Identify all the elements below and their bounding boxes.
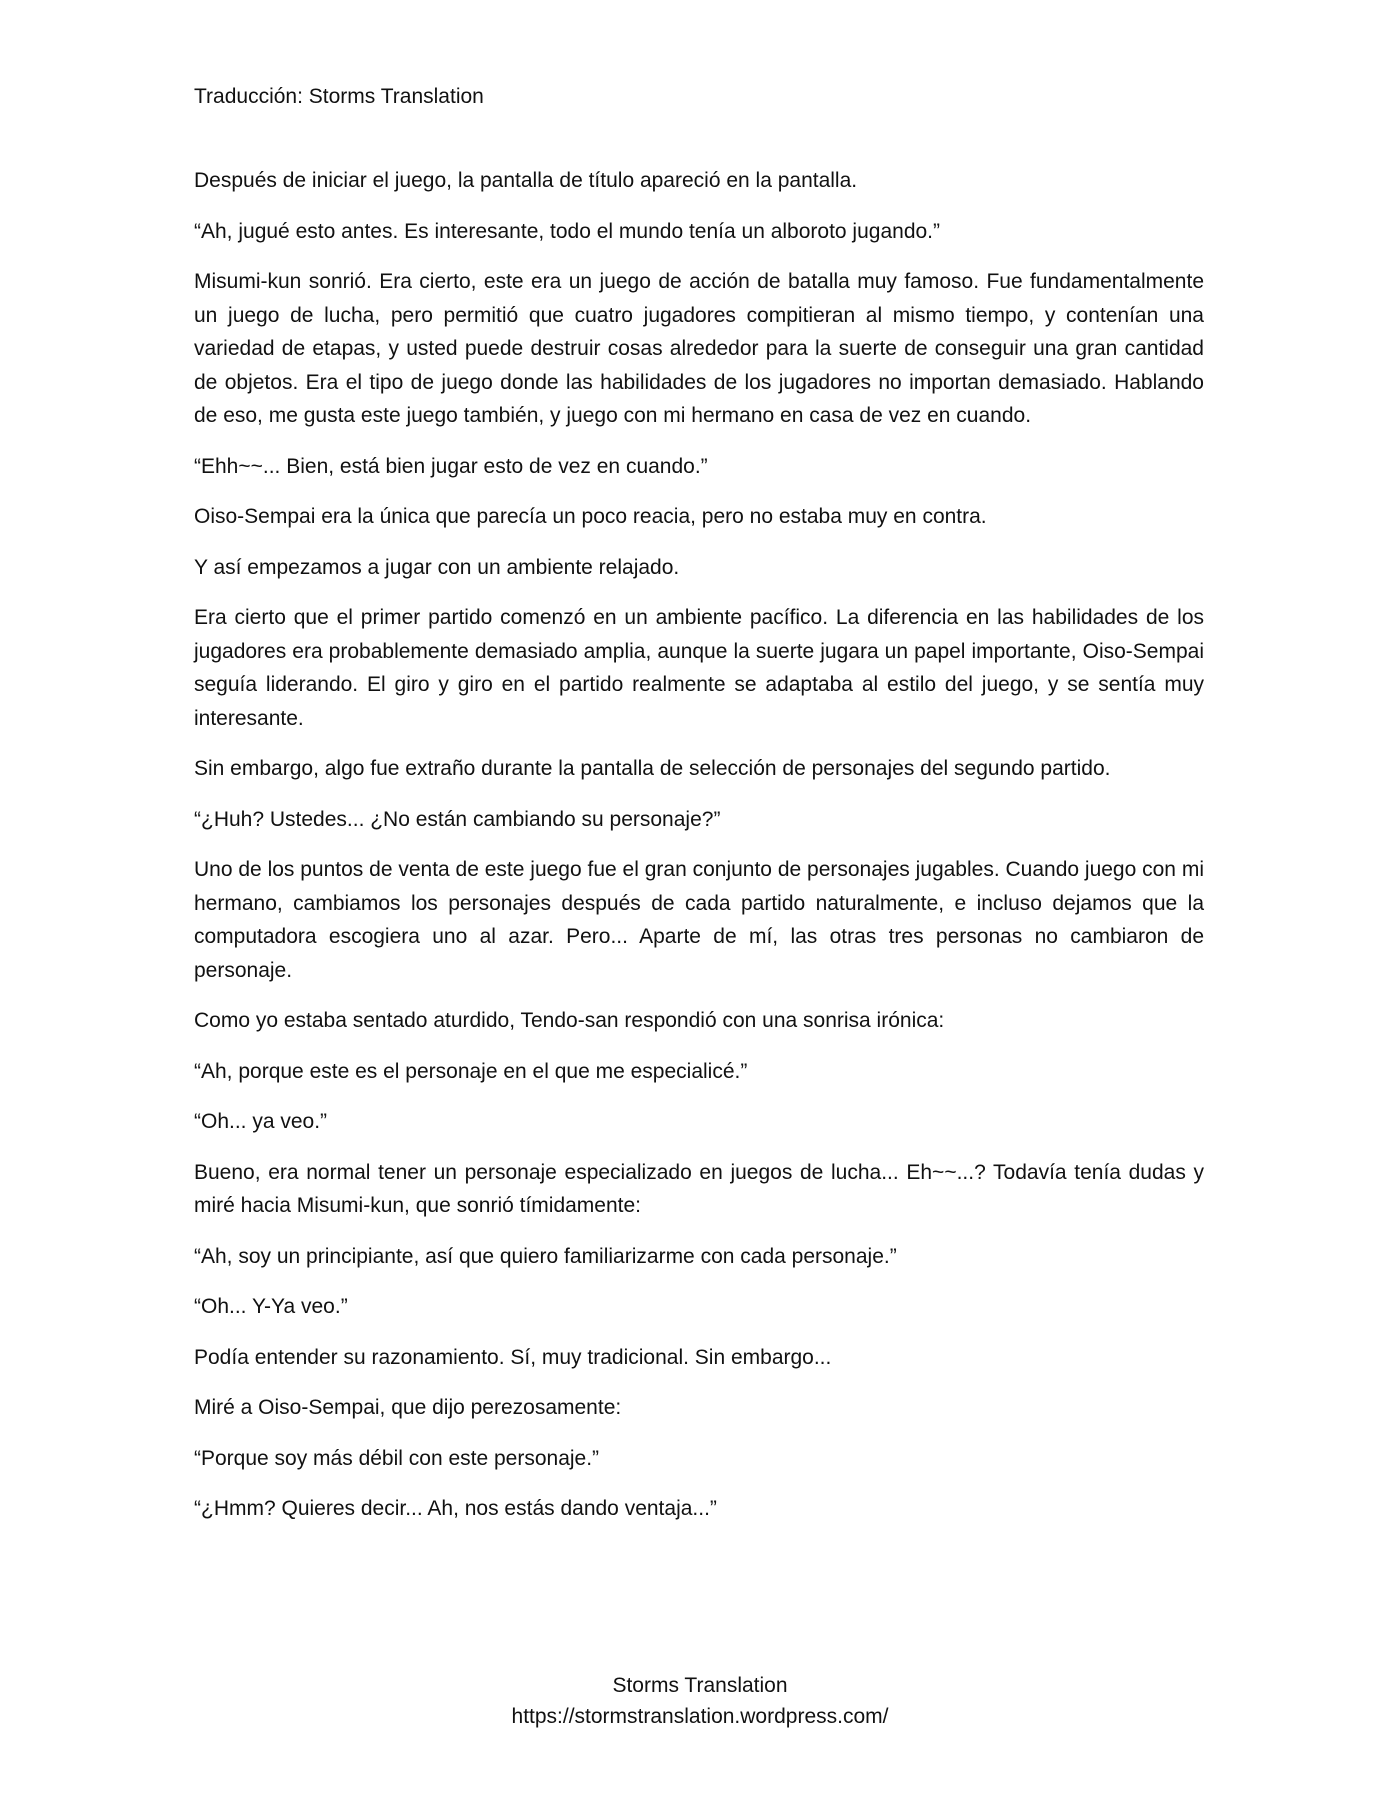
- paragraph: Como yo estaba sentado aturdido, Tendo-san respondió con una sonrisa irónica:: [194, 1009, 945, 1032]
- footer-site-name: Storms Translation: [612, 1674, 788, 1697]
- paragraph: “Oh... ya veo.”: [194, 1110, 328, 1133]
- paragraph: Bueno, era normal tener un personaje especializado en juegos de lucha... Eh~~...? Todavía tenía dudas y miré hacia Misumi-kun, que sonrió tímidamente:: [194, 1160, 1204, 1217]
- footer-url: https://stormstranslation.wordpress.com/: [511, 1705, 889, 1728]
- paragraph: “Oh... Y-Ya veo.”: [194, 1295, 348, 1318]
- paragraph: “¿Huh? Ustedes... ¿No están cambiando su personaje?”: [194, 807, 721, 831]
- paragraph: Y así empezamos a jugar con un ambiente relajado.: [194, 555, 680, 579]
- translation-credit: Traducción: Storms Translation: [194, 85, 484, 108]
- paragraph: “Ah, jugué esto antes. Es interesante, todo el mundo tenía un alboroto jugando.”: [194, 219, 941, 243]
- paragraph: Era cierto que el primer partido comenzó en un ambiente pacífico. La diferencia en las habilidades de los jugadores era probablemente demasiado amplia, aunque la suerte jugara un papel importante, Oiso-Sempai seguía liderando. El giro y giro en el partido realmente se adaptaba al estilo del juego, y se sentía muy interesante.: [194, 606, 1204, 730]
- paragraph: “¿Hmm? Quieres decir... Ah, nos estás dando ventaja...”: [194, 1497, 717, 1520]
- paragraph: Oiso-Sempai era la única que parecía un poco reacia, pero no estaba muy en contra.: [194, 505, 987, 528]
- paragraph: “Ehh~~... Bien, está bien jugar esto de vez en cuando.”: [194, 454, 708, 478]
- paragraph: “Ah, porque este es el personaje en el que me especialicé.”: [194, 1059, 748, 1083]
- paragraph: Podía entender su razonamiento. Sí, muy tradicional. Sin embargo...: [194, 1345, 832, 1369]
- paragraph: Después de iniciar el juego, la pantalla de título apareció en la pantalla.: [194, 169, 858, 192]
- document-body: [194, 164, 1204, 1543]
- paragraph: Miré a Oiso-Sempai, que dijo perezosamente:: [194, 1396, 622, 1419]
- paragraph: “Ah, soy un principiante, así que quiero familiarizarme con cada personaje.”: [194, 1244, 897, 1268]
- paragraph: “Porque soy más débil con este personaje.”: [194, 1446, 600, 1470]
- paragraph: Sin embargo, algo fue extraño durante la pantalla de selección de personajes del segundo partido.: [194, 757, 1111, 780]
- paragraph: Uno de los puntos de venta de este juego fue el gran conjunto de personajes jugables. Cuando juego con mi hermano, cambiamos los personajes después de cada partido naturalmente, e incluso dejamos que la computadora escogiera uno al azar. Pero... Aparte de mí, las otras tres personas no cambiaron de personaje.: [194, 858, 1204, 982]
- page-footer: [0, 1670, 1400, 1732]
- paragraph: Misumi-kun sonrió. Era cierto, este era un juego de acción de batalla muy famoso. Fue fundamentalmente un juego de lucha, pero permitió que cuatro jugadores compitieran al mismo tiempo, y contenían una variedad de etapas, y usted puede destruir cosas alrededor para la suerte de conseguir una gran cantidad de objetos. Era el tipo de juego donde las habilidades de los jugadores no importan demasiado. Hablando de eso, me gusta este juego también, y juego con mi hermano en casa de vez en cuando.: [194, 270, 1204, 427]
